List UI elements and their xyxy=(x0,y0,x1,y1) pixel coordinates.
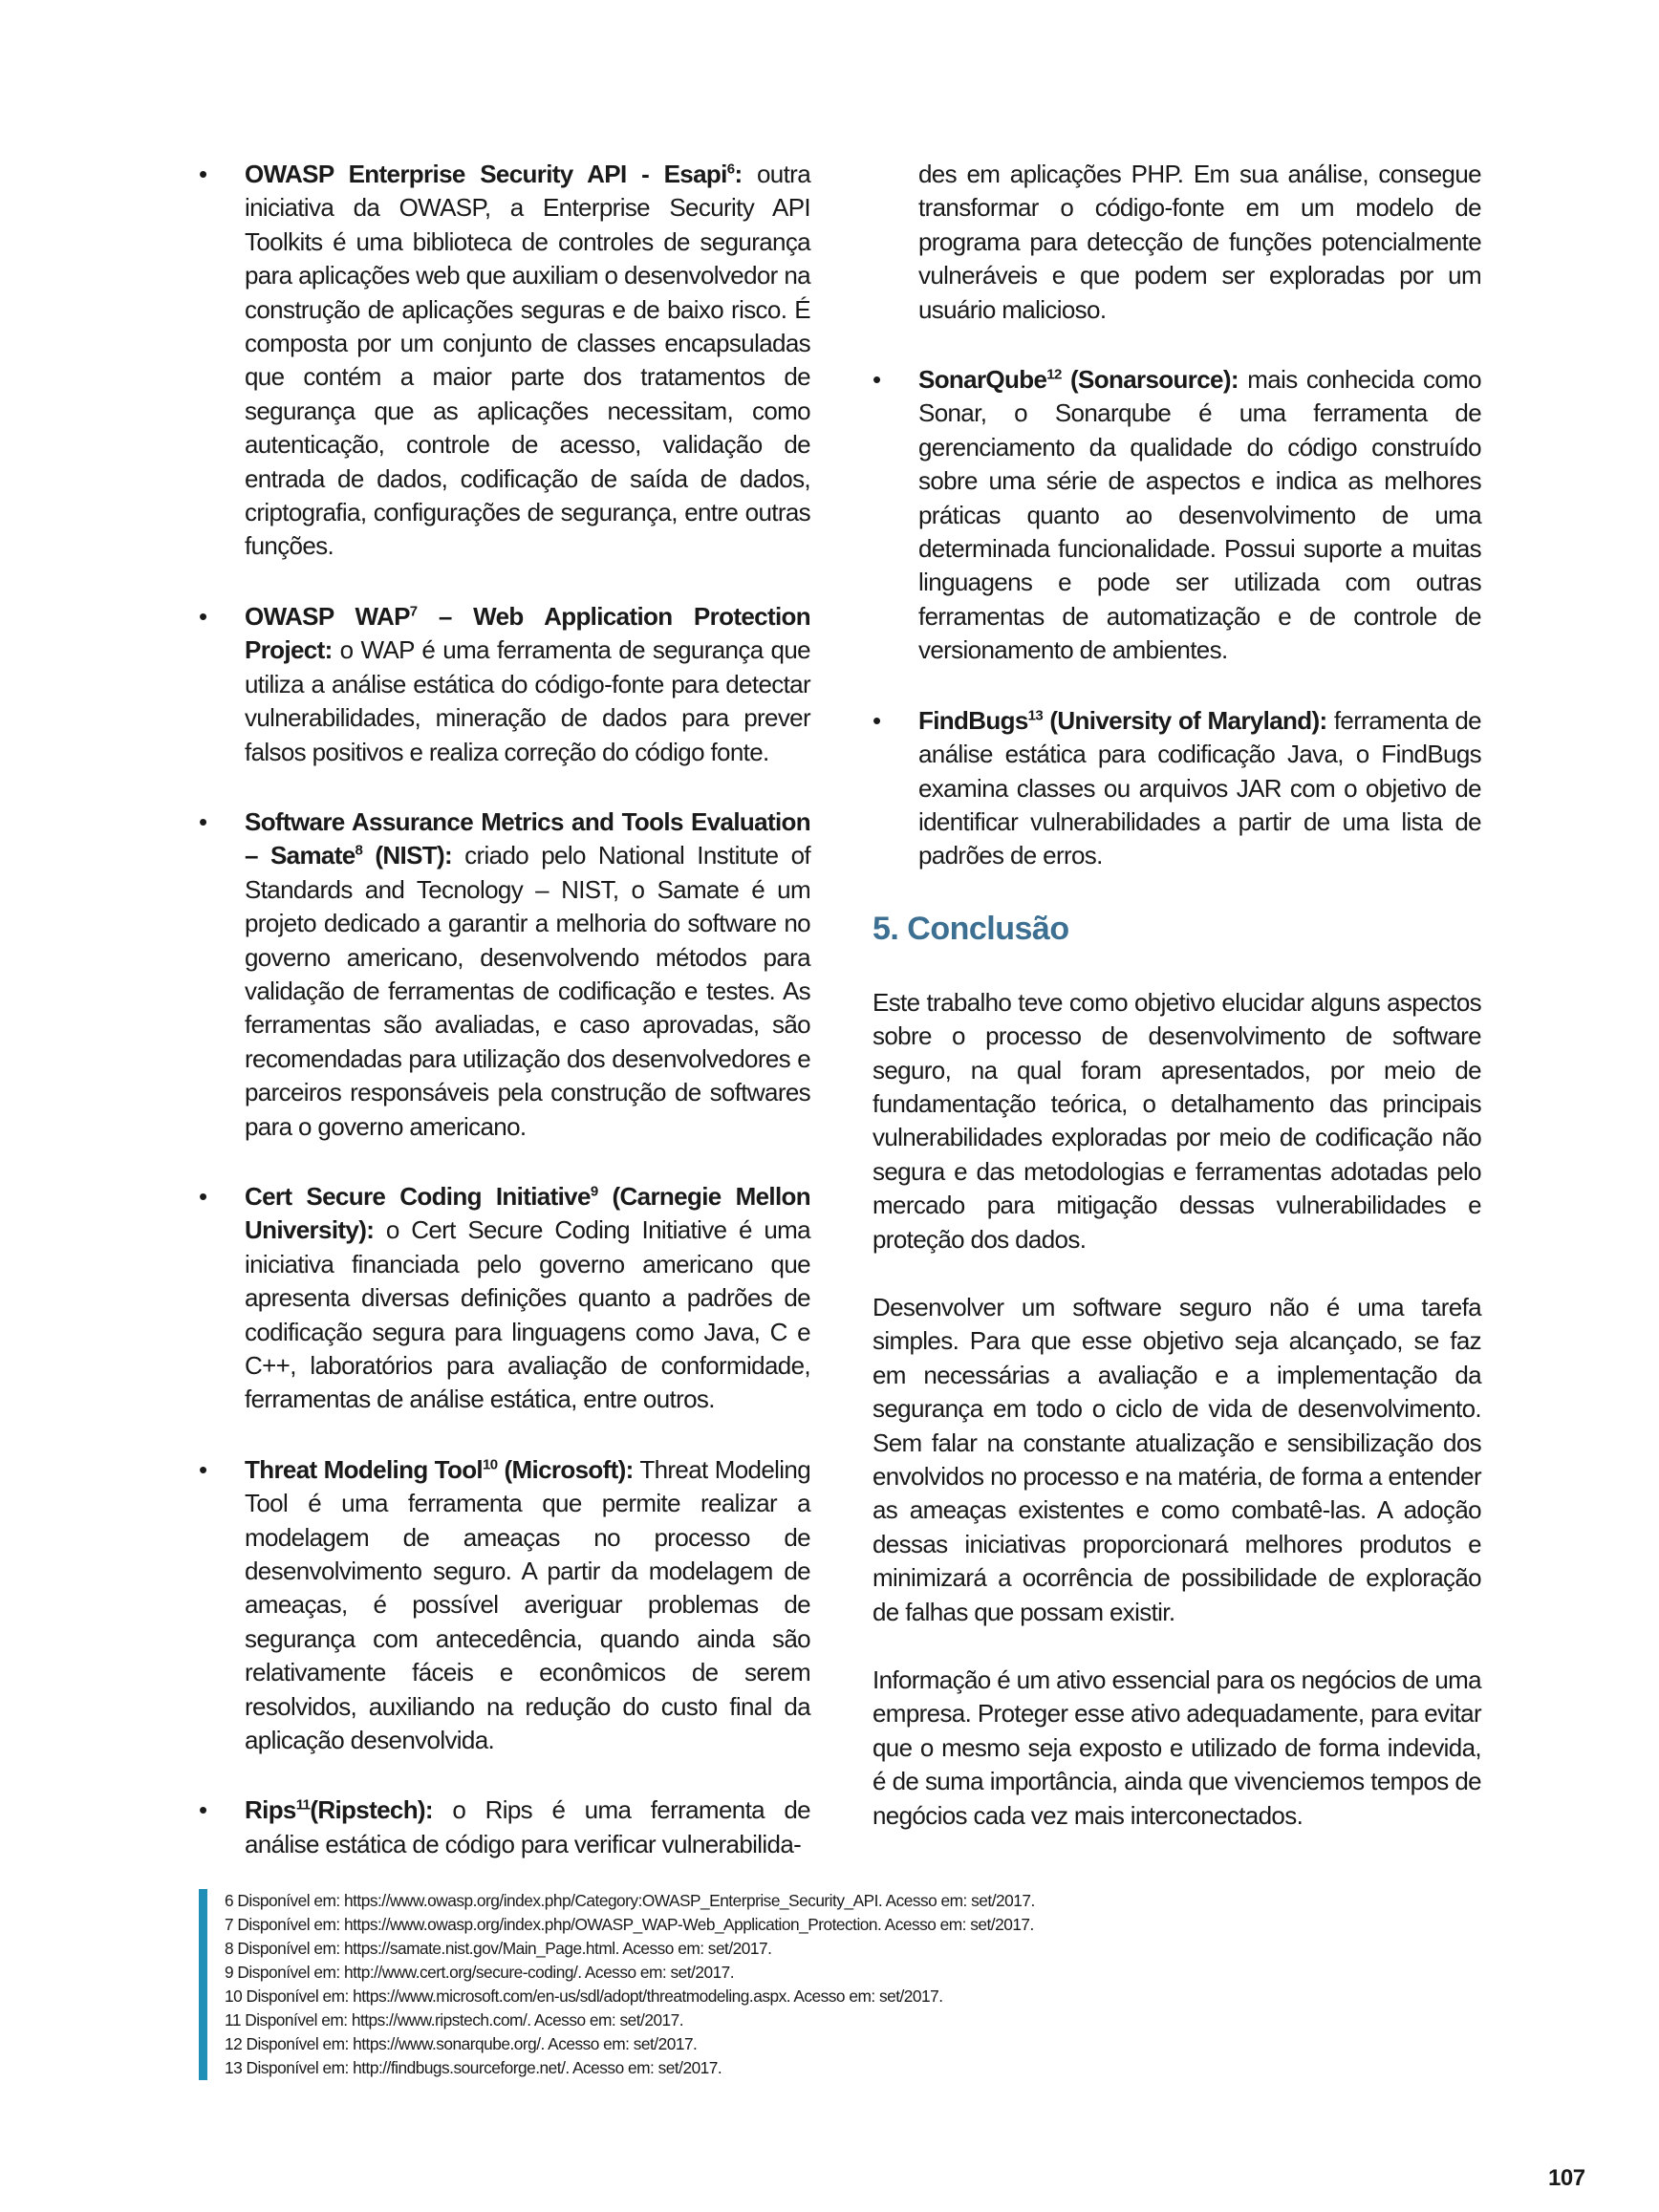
item-text: Threat Modeling Tool$^{10}$ (Microsoft): Threat Modeling Tool é uma ferramenta que permite realizar a modelagem de ameaças no processo de desenvolvimento seguro. A partir da modelagem de ameaças, é possível averiguar problemas de segurança com antecedência, quando ainda são relativamente fáceis e econômicos de serem resolvidos, auxiliando na redução do custo final da aplicação desenvolvida. xyxy=(245,1454,811,1755)
right-column xyxy=(873,158,1481,1867)
list-item-wap xyxy=(199,600,810,769)
list-item-samate xyxy=(199,805,810,1144)
list-item-sonarqube xyxy=(873,363,1481,668)
item-title: OWASP Enterprise Security API - Esapi$^6$: xyxy=(245,160,743,188)
left-column xyxy=(199,158,810,1898)
footnote: 7 Disponível em: https://www.owasp.org/index.php/OWASP_WAP-Web_Application_Protection. Acesso em: set/2017. xyxy=(225,1915,1034,1934)
bullet: • xyxy=(199,806,208,836)
bullet: • xyxy=(199,160,208,188)
footnote-ref: 12 xyxy=(1046,366,1062,383)
paragraph: Desenvolver um software seguro não é uma tarefa simples. Para que esse objetivo seja alcançado, se faz em necessárias a avaliação e a implementação da segurança em todo o ciclo de vida de desenvolvimento. Sem falar na constante atualização e sensibilização dos envolvidos no processo e na matéria, de forma a entender as ameaças existentes e como combatê-las. A adoção dessas iniciativas proporcionará melhores produtos e minimizará a ocorrência de possibilidade de exploração de falhas que possam existir. xyxy=(873,1292,1481,1626)
item-title: FindBugs$^{13}$ (University of Maryland): xyxy=(918,705,1327,735)
item-title: OWASP WAP$^7$ – Web Application Protection Project: xyxy=(245,601,810,665)
footnote-ref: 8 xyxy=(355,842,363,859)
footnote-ref: 9 xyxy=(590,1183,598,1200)
item-text: SonarQube$^{12}$ (Sonarsource): mais conhecida como Sonar, o Sonarqube é uma ferramenta de gerenciamento da qualidade do código construído sobre uma série de aspectos e indica as melhores práticas quanto ao desenvolvimento de uma determinada funcionalidade. Possui suporte a muitas linguagens e pode ser utilizada com outras ferramentas de automatização e de controle de versionamento de ambientes. xyxy=(918,365,1481,665)
item-text: Cert Secure Coding Initiative$^9$ (Carnegie Mellon University): o Cert Secure Coding Initiative é uma iniciativa financiada pelo governo americano que apresenta diversas definições quanto a padrões de codificação segura para linguagens como Java, C e C++, laboratórios para avaliação de conformidade, ferramentas de análise estática, entre outros. xyxy=(245,1181,810,1414)
item-title: SonarQube$^{12}$ (Sonarsource): xyxy=(918,365,1239,395)
page-number: 107 xyxy=(1548,2165,1585,2191)
bullet: • xyxy=(199,1454,208,1484)
list-item-threat-modeling xyxy=(199,1453,810,1758)
item-title: Software Assurance Metrics and Tools Evaluation – Samate$^8$ (NIST): xyxy=(245,806,810,870)
item-title: Cert Secure Coding Initiative$^9$ (Carnegie Mellon University): xyxy=(245,1181,810,1245)
paragraph: Este trabalho teve como objetivo elucidar alguns aspectos sobre o processo de desenvolvimento de software seguro, na qual foram apresentados, por meio de fundamentação teórica, o detalhamento das principais vulnerabilidades exploradas por meio de codificação não segura e das metodologias e ferramentas adotadas pelo mercado para mitigação dessas vulnerabilidades e proteção dos dados. xyxy=(873,987,1481,1254)
footnote: 13 Disponível em: http://findbugs.sourceforge.net/. Acesso em: set/2017. xyxy=(225,2058,722,2077)
footnote-ref: 10 xyxy=(483,1456,498,1473)
bullet: • xyxy=(199,601,208,631)
list-item-cert xyxy=(199,1180,810,1417)
item-title: Rips$^{11}$(Ripstech): xyxy=(245,1795,433,1825)
list-item-rips xyxy=(199,1793,810,1861)
item-text: OWASP Enterprise Security API - Esapi$^6$: outra iniciativa da OWASP, a Enterprise Security API Toolkits é uma biblioteca de controles de segurança para aplicações web que auxiliam o desenvolvedor na construção de aplicações seguras e de baixo risco. É composta por um conjunto de classes encapsuladas que contém a maior parte dos tratamentos de segurança que as aplicações necessitam, como autenticação, controle de acesso, validação de entrada de dados, codificação de saída de dados, criptografia, configurações de segurança, entre outras funções. xyxy=(245,160,811,561)
footnote-ref: 6 xyxy=(726,161,735,178)
footnote: 11 Disponível em: https://www.ripstech.com/. Acesso em: set/2017. xyxy=(225,2010,684,2029)
bullet: • xyxy=(873,365,882,395)
footnotes xyxy=(199,1889,1276,2080)
bullet: • xyxy=(199,1795,208,1825)
footnote: 10 Disponível em: https://www.microsoft.com/en-us/sdl/adopt/threatmodeling.aspx. Acesso em: set/2017. xyxy=(225,1987,943,2006)
footnote-ref: 11 xyxy=(295,1796,311,1814)
list-item-findbugs xyxy=(873,704,1481,873)
footnote-ref: 13 xyxy=(1027,707,1044,724)
footnote: 8 Disponível em: https://samate.nist.gov/Main_Page.html. Acesso em: set/2017. xyxy=(225,1939,772,1958)
footnote: 9 Disponível em: http://www.cert.org/secure-coding/. Acesso em: set/2017. xyxy=(225,1963,735,1982)
bullet: • xyxy=(199,1181,208,1211)
list-item-esapi xyxy=(199,158,810,564)
section-heading: 5. Conclusão xyxy=(873,910,1069,947)
item-text: Rips$^{11}$(Ripstech): o Rips é uma ferramenta de análise estática de código para verificar vulnerabilida- xyxy=(245,1795,810,1858)
item-text: OWASP WAP$^7$ – Web Application Protection Project: o WAP é uma ferramenta de segurança que utiliza a análise estática do código-fonte para detectar vulnerabilidades, mineração de dados para prever falsos positivos e realiza correção do código fonte. xyxy=(245,601,810,766)
item-text: FindBugs$^{13}$ (University of Maryland): ferramenta de análise estática para codificação Java, o FindBugs examina classes ou arquivos JAR com o objetivo de identificar vulnerabilidades a partir de uma lista de padrões de erros. xyxy=(918,705,1481,870)
bullet: • xyxy=(873,705,882,735)
footnote: 6 Disponível em: https://www.owasp.org/index.php/Category:OWASP_Enterprise_Security_API. Acesso em: set/2017. xyxy=(225,1891,1035,1910)
footnote: 12 Disponível em: https://www.sonarqube.org/. Acesso em: set/2017. xyxy=(225,2034,698,2053)
rips-continuation: des em aplicações PHP. Em sua análise, consegue transformar o código-fonte em um modelo de programa para detecção de funções potencialmente vulneráveis e que podem ser exploradas por um usuário malicioso. xyxy=(918,160,1481,324)
item-text: Software Assurance Metrics and Tools Evaluation – Samate$^8$ (NIST): criado pelo National Institute of Standards and Tecnology – NIST, o Samate é um projeto dedicado a garantir a melhoria do software no governo americano, desenvolvendo métodos para validação de ferramentas de codificação e testes. As ferramentas são avaliadas, e caso aprovadas, são recomendadas para utilização dos desenvolvedores e parceiros responsáveis pela construção de softwares para o governo americano. xyxy=(245,806,810,1141)
paragraph: Informação é um ativo essencial para os negócios de uma empresa. Proteger esse ativo adequadamente, para evitar que o mesmo seja exposto e utilizado de forma indevida, é de suma importância, ainda que vivenciemos tempos de negócios cada vez mais interconectados. xyxy=(873,1665,1481,1830)
item-title: Threat Modeling Tool$^{10}$ (Microsoft): xyxy=(245,1454,634,1484)
footnote-ref: 7 xyxy=(409,603,418,620)
